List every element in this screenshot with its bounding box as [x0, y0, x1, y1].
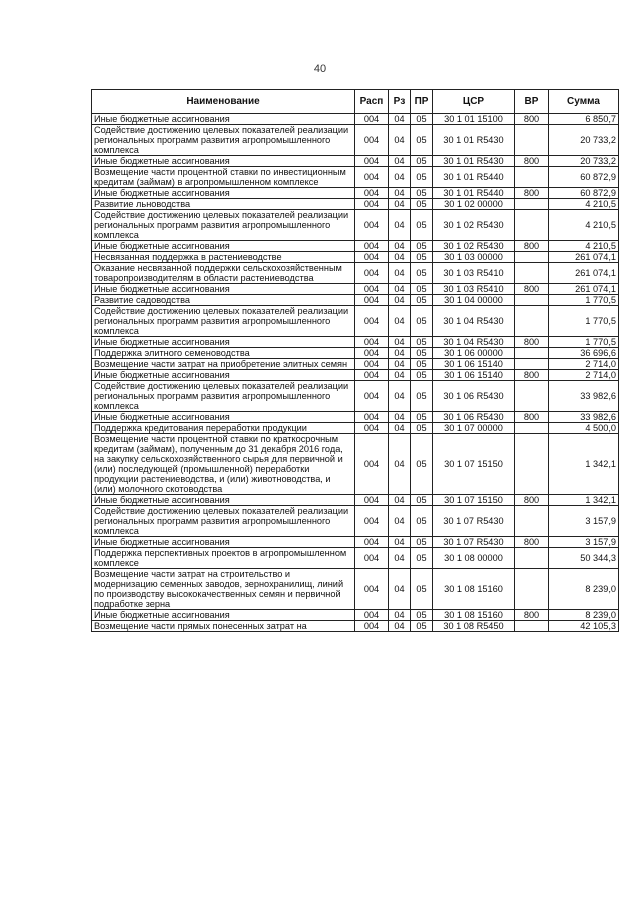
cell-rz: 04 [389, 156, 411, 167]
cell-rasp: 004 [355, 434, 389, 495]
table-row [92, 295, 619, 306]
cell-sum: 8 239,0 [549, 610, 619, 621]
cell-vr: 800 [515, 537, 549, 548]
cell-vr [515, 167, 549, 188]
cell-name: Иные бюджетные ассигнования [92, 241, 355, 252]
table-row [92, 434, 619, 495]
cell-csr: 30 1 01 R5430 [433, 125, 515, 156]
cell-vr [515, 569, 549, 610]
header-sum: Сумма [549, 90, 619, 114]
cell-rasp: 004 [355, 252, 389, 263]
cell-rasp: 004 [355, 263, 389, 284]
cell-name: Содействие достижению целевых показателей реализации региональных программ развития агропромышленного комплекса [92, 381, 355, 412]
cell-pr: 05 [411, 125, 433, 156]
cell-csr: 30 1 03 00000 [433, 252, 515, 263]
cell-sum: 8 239,0 [549, 569, 619, 610]
cell-name: Иные бюджетные ассигнования [92, 156, 355, 167]
cell-name: Поддержка кредитования переработки продукции [92, 423, 355, 434]
cell-rz: 04 [389, 412, 411, 423]
cell-vr [515, 548, 549, 569]
cell-sum: 50 344,3 [549, 548, 619, 569]
table-row [92, 284, 619, 295]
cell-sum: 20 733,2 [549, 125, 619, 156]
cell-rz: 04 [389, 167, 411, 188]
table-row [92, 156, 619, 167]
cell-rz: 04 [389, 295, 411, 306]
cell-csr: 30 1 06 R5430 [433, 381, 515, 412]
cell-rasp: 004 [355, 125, 389, 156]
cell-name: Иные бюджетные ассигнования [92, 610, 355, 621]
cell-name: Содействие достижению целевых показателей реализации региональных программ развития агропромышленного комплекса [92, 210, 355, 241]
cell-rz: 04 [389, 370, 411, 381]
cell-vr [515, 306, 549, 337]
cell-rz: 04 [389, 537, 411, 548]
cell-vr [515, 252, 549, 263]
cell-pr: 05 [411, 167, 433, 188]
cell-csr: 30 1 03 R5410 [433, 284, 515, 295]
cell-rasp: 004 [355, 548, 389, 569]
header-rasp: Расп [355, 90, 389, 114]
cell-name: Иные бюджетные ассигнования [92, 412, 355, 423]
cell-sum: 6 850,7 [549, 114, 619, 125]
cell-sum: 1 770,5 [549, 295, 619, 306]
cell-name: Возмещение части прямых понесенных затрат на [92, 621, 355, 632]
cell-name: Возмещение части процентной ставки по краткосрочным кредитам (займам), полученным до 31 декабря 2016 года, на закупку сельскохозяйственного сырья для первичной и (или) последующей (промышленной) переработки продукции растениеводства, и (или) животноводства, и (или) молочного скотоводства [92, 434, 355, 495]
cell-name: Иные бюджетные ассигнования [92, 537, 355, 548]
cell-name: Содействие достижению целевых показателей реализации региональных программ развития агропромышленного комплекса [92, 506, 355, 537]
cell-rasp: 004 [355, 423, 389, 434]
cell-vr [515, 381, 549, 412]
cell-csr: 30 1 01 R5440 [433, 188, 515, 199]
table-row [92, 423, 619, 434]
cell-vr [515, 434, 549, 495]
cell-name: Возмещение части затрат на строительство и модернизацию семенных заводов, зернохранилищ, линий по производству высококачественных семян и первичной подработке зерна [92, 569, 355, 610]
cell-rasp: 004 [355, 381, 389, 412]
cell-vr [515, 210, 549, 241]
cell-rz: 04 [389, 284, 411, 295]
cell-pr: 05 [411, 434, 433, 495]
cell-rz: 04 [389, 506, 411, 537]
header-name: Наименование [92, 90, 355, 114]
cell-sum: 2 714,0 [549, 370, 619, 381]
cell-sum: 20 733,2 [549, 156, 619, 167]
cell-vr [515, 263, 549, 284]
table-row [92, 188, 619, 199]
cell-csr: 30 1 06 00000 [433, 348, 515, 359]
cell-name: Развитие льноводства [92, 199, 355, 210]
cell-pr: 05 [411, 569, 433, 610]
cell-rz: 04 [389, 306, 411, 337]
cell-rz: 04 [389, 495, 411, 506]
table-row [92, 337, 619, 348]
cell-rz: 04 [389, 434, 411, 495]
cell-name: Возмещение части затрат на приобретение элитных семян [92, 359, 355, 370]
cell-pr: 05 [411, 306, 433, 337]
table-row [92, 412, 619, 423]
cell-sum: 42 105,3 [549, 621, 619, 632]
cell-csr: 30 1 06 15140 [433, 359, 515, 370]
cell-vr [515, 423, 549, 434]
cell-rasp: 004 [355, 241, 389, 252]
cell-rasp: 004 [355, 114, 389, 125]
cell-pr: 05 [411, 381, 433, 412]
header-pr: ПР [411, 90, 433, 114]
cell-pr: 05 [411, 359, 433, 370]
cell-vr [515, 199, 549, 210]
cell-csr: 30 1 01 15100 [433, 114, 515, 125]
cell-sum: 1 770,5 [549, 337, 619, 348]
cell-pr: 05 [411, 263, 433, 284]
cell-sum: 33 982,6 [549, 412, 619, 423]
cell-vr: 800 [515, 156, 549, 167]
cell-vr [515, 348, 549, 359]
cell-pr: 05 [411, 423, 433, 434]
table-row [92, 610, 619, 621]
cell-sum: 33 982,6 [549, 381, 619, 412]
cell-rasp: 004 [355, 370, 389, 381]
table-row [92, 537, 619, 548]
cell-pr: 05 [411, 337, 433, 348]
cell-rz: 04 [389, 381, 411, 412]
table-row [92, 381, 619, 412]
cell-rz: 04 [389, 199, 411, 210]
cell-vr: 800 [515, 284, 549, 295]
cell-csr: 30 1 07 15150 [433, 434, 515, 495]
cell-csr: 30 1 04 00000 [433, 295, 515, 306]
cell-rz: 04 [389, 210, 411, 241]
cell-pr: 05 [411, 506, 433, 537]
cell-csr: 30 1 07 00000 [433, 423, 515, 434]
cell-name: Иные бюджетные ассигнования [92, 370, 355, 381]
table-row [92, 167, 619, 188]
cell-pr: 05 [411, 210, 433, 241]
table-row [92, 263, 619, 284]
cell-sum: 3 157,9 [549, 506, 619, 537]
cell-sum: 60 872,9 [549, 167, 619, 188]
table-row [92, 241, 619, 252]
cell-pr: 05 [411, 537, 433, 548]
cell-rasp: 004 [355, 359, 389, 370]
cell-csr: 30 1 08 R5450 [433, 621, 515, 632]
table-row [92, 506, 619, 537]
cell-pr: 05 [411, 295, 433, 306]
cell-rasp: 004 [355, 621, 389, 632]
cell-rasp: 004 [355, 284, 389, 295]
cell-pr: 05 [411, 621, 433, 632]
cell-rz: 04 [389, 423, 411, 434]
cell-rz: 04 [389, 348, 411, 359]
table-row [92, 114, 619, 125]
cell-pr: 05 [411, 412, 433, 423]
table-row [92, 495, 619, 506]
cell-csr: 30 1 06 R5430 [433, 412, 515, 423]
table-row [92, 125, 619, 156]
cell-vr [515, 506, 549, 537]
cell-rasp: 004 [355, 610, 389, 621]
cell-rasp: 004 [355, 337, 389, 348]
table-row [92, 348, 619, 359]
cell-sum: 36 696,6 [549, 348, 619, 359]
cell-rasp: 004 [355, 412, 389, 423]
cell-pr: 05 [411, 495, 433, 506]
table-row [92, 210, 619, 241]
cell-vr [515, 359, 549, 370]
budget-table [91, 89, 619, 632]
header-rz: Рз [389, 90, 411, 114]
cell-name: Иные бюджетные ассигнования [92, 114, 355, 125]
cell-pr: 05 [411, 156, 433, 167]
cell-vr: 800 [515, 370, 549, 381]
cell-rz: 04 [389, 252, 411, 263]
cell-sum: 3 157,9 [549, 537, 619, 548]
table-row [92, 621, 619, 632]
cell-rasp: 004 [355, 210, 389, 241]
cell-pr: 05 [411, 284, 433, 295]
cell-vr: 800 [515, 412, 549, 423]
cell-sum: 4 500,0 [549, 423, 619, 434]
table-row [92, 252, 619, 263]
cell-rz: 04 [389, 548, 411, 569]
cell-rasp: 004 [355, 156, 389, 167]
cell-csr: 30 1 02 00000 [433, 199, 515, 210]
table-row [92, 306, 619, 337]
cell-sum: 1 342,1 [549, 495, 619, 506]
cell-name: Несвязанная поддержка в растениеводстве [92, 252, 355, 263]
cell-name: Содействие достижению целевых показателей реализации региональных программ развития агропромышленного комплекса [92, 125, 355, 156]
cell-rz: 04 [389, 621, 411, 632]
cell-rz: 04 [389, 610, 411, 621]
table-row [92, 370, 619, 381]
cell-rasp: 004 [355, 188, 389, 199]
table-row [92, 359, 619, 370]
cell-vr [515, 621, 549, 632]
cell-pr: 05 [411, 188, 433, 199]
cell-rz: 04 [389, 569, 411, 610]
cell-vr: 800 [515, 114, 549, 125]
cell-vr: 800 [515, 337, 549, 348]
cell-name: Содействие достижению целевых показателей реализации региональных программ развития агропромышленного комплекса [92, 306, 355, 337]
cell-rasp: 004 [355, 506, 389, 537]
cell-name: Иные бюджетные ассигнования [92, 337, 355, 348]
cell-csr: 30 1 01 R5440 [433, 167, 515, 188]
cell-name: Поддержка перспективных проектов в агропромышленном комплексе [92, 548, 355, 569]
cell-name: Возмещение части процентной ставки по инвестиционным кредитам (займам) в агропромышленном комплексе [92, 167, 355, 188]
cell-sum: 4 210,5 [549, 199, 619, 210]
cell-sum: 1 342,1 [549, 434, 619, 495]
cell-name: Иные бюджетные ассигнования [92, 284, 355, 295]
cell-vr: 800 [515, 188, 549, 199]
cell-name: Иные бюджетные ассигнования [92, 495, 355, 506]
header-csr: ЦСР [433, 90, 515, 114]
cell-csr: 30 1 03 R5410 [433, 263, 515, 284]
cell-vr: 800 [515, 241, 549, 252]
cell-csr: 30 1 08 15160 [433, 569, 515, 610]
cell-csr: 30 1 01 R5430 [433, 156, 515, 167]
cell-csr: 30 1 06 15140 [433, 370, 515, 381]
cell-vr: 800 [515, 610, 549, 621]
cell-sum: 261 074,1 [549, 252, 619, 263]
cell-rasp: 004 [355, 295, 389, 306]
cell-sum: 4 210,5 [549, 210, 619, 241]
cell-csr: 30 1 02 R5430 [433, 210, 515, 241]
cell-sum: 261 074,1 [549, 284, 619, 295]
cell-sum: 1 770,5 [549, 306, 619, 337]
cell-sum: 261 074,1 [549, 263, 619, 284]
cell-vr [515, 125, 549, 156]
cell-rasp: 004 [355, 348, 389, 359]
cell-csr: 30 1 04 R5430 [433, 337, 515, 348]
cell-rasp: 004 [355, 569, 389, 610]
cell-pr: 05 [411, 252, 433, 263]
cell-rasp: 004 [355, 537, 389, 548]
cell-pr: 05 [411, 548, 433, 569]
cell-rz: 04 [389, 241, 411, 252]
cell-sum: 2 714,0 [549, 359, 619, 370]
cell-sum: 4 210,5 [549, 241, 619, 252]
cell-rz: 04 [389, 114, 411, 125]
cell-csr: 30 1 07 15150 [433, 495, 515, 506]
cell-name: Поддержка элитного семеноводства [92, 348, 355, 359]
cell-pr: 05 [411, 348, 433, 359]
cell-rz: 04 [389, 125, 411, 156]
cell-name: Иные бюджетные ассигнования [92, 188, 355, 199]
page-number: 40 [313, 63, 327, 75]
cell-vr: 800 [515, 495, 549, 506]
cell-rasp: 004 [355, 199, 389, 210]
cell-pr: 05 [411, 114, 433, 125]
cell-rasp: 004 [355, 167, 389, 188]
cell-csr: 30 1 08 15160 [433, 610, 515, 621]
cell-csr: 30 1 02 R5430 [433, 241, 515, 252]
cell-name: Развитие садоводства [92, 295, 355, 306]
cell-csr: 30 1 07 R5430 [433, 537, 515, 548]
cell-pr: 05 [411, 199, 433, 210]
cell-sum: 60 872,9 [549, 188, 619, 199]
cell-vr [515, 295, 549, 306]
cell-name: Оказание несвязанной поддержки сельскохозяйственным товаропроизводителям в области растениеводства [92, 263, 355, 284]
header-vr: ВР [515, 90, 549, 114]
table-row [92, 569, 619, 610]
cell-pr: 05 [411, 610, 433, 621]
table-header-row [92, 90, 619, 114]
cell-rz: 04 [389, 359, 411, 370]
table-row [92, 199, 619, 210]
cell-csr: 30 1 07 R5430 [433, 506, 515, 537]
cell-rasp: 004 [355, 495, 389, 506]
cell-csr: 30 1 04 R5430 [433, 306, 515, 337]
cell-rasp: 004 [355, 306, 389, 337]
table-row [92, 548, 619, 569]
cell-rz: 04 [389, 337, 411, 348]
cell-csr: 30 1 08 00000 [433, 548, 515, 569]
cell-rz: 04 [389, 188, 411, 199]
cell-pr: 05 [411, 241, 433, 252]
cell-pr: 05 [411, 370, 433, 381]
cell-rz: 04 [389, 263, 411, 284]
